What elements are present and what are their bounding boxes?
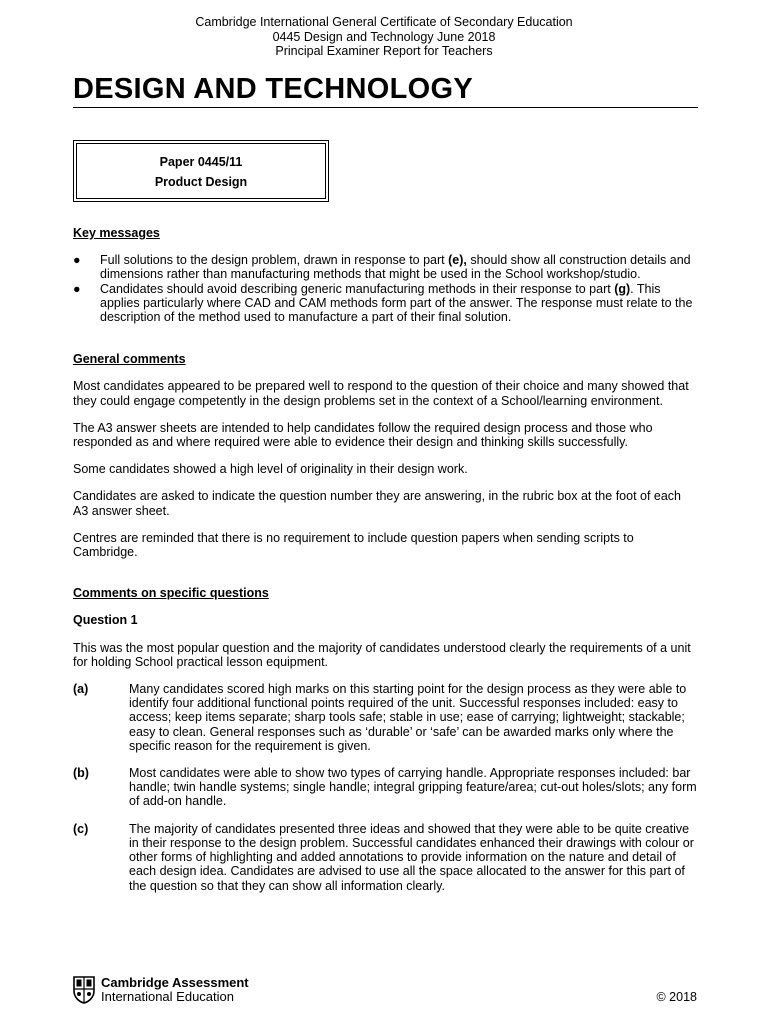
logo-wordmark <box>101 976 249 1004</box>
shield-crest-icon <box>73 976 95 1004</box>
key-messages-heading: Key messages <box>73 226 160 240</box>
part-label: (c) <box>73 821 89 836</box>
general-comments-paragraph: Centres are reminded that there is no requirement to include question papers when sending scripts to Cambridge. <box>73 530 634 560</box>
bullet-icon: ● <box>73 281 81 296</box>
question-intro: This was the most popular question and the majority of candidates understood clearly the requirements of a unit for holding School practical lesson equipment. <box>73 640 691 669</box>
key-messages-list <box>73 253 698 324</box>
part-text: The majority of candidates presented three ideas and showed that they were able to be quite creative in their response to the design problem. Successful candidates enhanced their drawings with colour or other forms of highlighting and added annotations to provide information on the nature and detail of each design idea. Candidates are advised to use all the space allocated to the answer for this part of the question so that they can show all information clearly. <box>129 821 694 893</box>
general-comments-paragraph: Candidates are asked to indicate the question number they are answering, in the rubric box at the foot of each A3 answer sheet. <box>73 489 682 518</box>
paper-name: Product Design <box>154 175 248 189</box>
specific-questions-heading: Comments on specific questions <box>73 586 269 601</box>
part-text: Many candidates scored high marks on this starting point for the design process as they were able to identify four additional functional points required of the unit. Successful responses included: easy to access; keep items separate; sharp tools safe; stable in use; ease of carrying; lightweight; stackable; easy to clean. General responses such as ‘durable’ or ‘safe’ can be awarded marks only where the specific reason for the requirement is given. <box>129 682 687 753</box>
report-header <box>0 15 768 59</box>
list-item: ● Full solutions to the design problem, drawn in response to part (e), should show all construction details and dimensions rather than manufacturing methods that might be used in the School workshop/studio. <box>73 253 691 282</box>
header-line-qualification: Cambridge International General Certificate of Secondary Education <box>195 15 573 29</box>
title-rule <box>73 107 698 108</box>
question-part-b <box>73 766 698 809</box>
bullet-icon: ● <box>73 253 81 268</box>
list-item: ● Candidates should avoid describing generic manufacturing methods in their response to part (g). This applies particularly where CAD and CAM methods form part of the answer. The response must relate to the description of the method used to manufacture a part of their final solution. <box>73 281 693 325</box>
paper-box-inner <box>76 143 326 199</box>
logo-line-2: International Education <box>101 989 234 1004</box>
part-label: (b) <box>73 766 89 781</box>
paper-box <box>73 140 329 202</box>
part-text: Most candidates were able to show two types of carrying handle. Appropriate responses included: bar handle; twin handle systems; single handle; integral gripping feature/area; cut-out holes/slots; any form of add-on handle. <box>129 766 697 809</box>
page-title: DESIGN AND TECHNOLOGY <box>73 73 473 105</box>
question-heading: Question 1 <box>73 613 138 628</box>
general-comments-paragraph: Some candidates showed a high level of originality in their design work. <box>73 462 468 477</box>
header-line-syllabus: 0445 Design and Technology June 2018 <box>272 29 496 44</box>
general-comments-paragraph: The A3 answer sheets are intended to help candidates follow the required design process and those who responded as and where required were able to evidence their design and thinking skills successfully. <box>73 420 653 450</box>
logo-line-1: Cambridge Assessment <box>101 975 249 990</box>
question-part-a <box>73 682 698 753</box>
header-line-report-type: Principal Examiner Report for Teachers <box>275 44 493 58</box>
general-comments-paragraph: Most candidates appeared to be prepared well to respond to the question of their choice and many showed that they could engage competently in the design problems set in the context of a School/learning environment. <box>73 379 689 408</box>
general-comments-heading: General comments <box>73 352 186 367</box>
copyright: © 2018 <box>656 990 697 1004</box>
part-label: (a) <box>73 682 89 697</box>
paper-code: Paper 0445/11 <box>159 155 243 169</box>
cambridge-logo <box>73 976 249 1004</box>
report-body <box>73 226 698 893</box>
question-part-c <box>73 822 698 893</box>
